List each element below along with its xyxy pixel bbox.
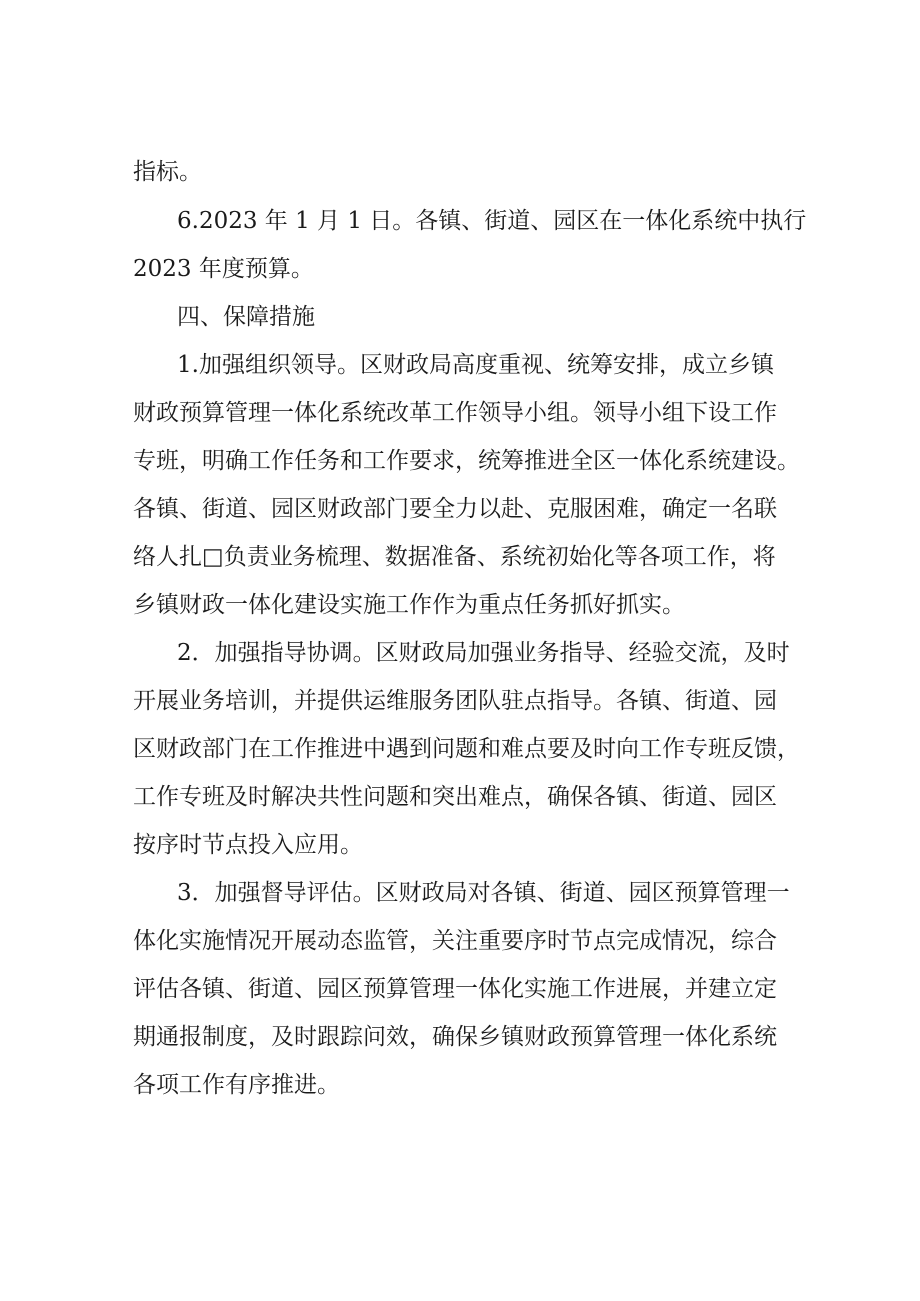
text-line: 3．加强督导评估。区财政局对各镇、街道、园区预算管理一 [177,880,790,906]
text-line: 1.加强组织领导。区财政局高度重视、统筹安排，成立乡镇 [177,352,774,378]
text-line: 区财政部门在工作推进中遇到问题和难点要及时向工作专班反馈， [133,736,800,762]
text-line: 工作专班及时解决共性问题和突出难点，确保各镇、街道、园区 [133,784,777,810]
text-line: 指标。 [133,159,202,185]
text-line: 财政预算管理一体化系统改革工作领导小组。领导小组下设工作 [133,400,777,426]
text-line: 期通报制度，及时跟踪问效，确保乡镇财政预算管理一体化系统 [133,1024,777,1050]
text-line: 各镇、街道、园区财政部门要全力以赴、克服困难，确定一名联 [133,496,777,522]
text-line: 6.2023 年 1 月 1 日。各镇、街道、园区在一体化系统中执行 [177,208,807,234]
text-line: 各项工作有序推进。 [133,1072,340,1098]
text-line: 乡镇财政一体化建设实施工作作为重点任务抓好抓实。 [133,592,685,618]
text-line: 2．加强指导协调。区财政局加强业务指导、经验交流，及时 [177,640,790,666]
text-line: 专班，明确工作任务和工作要求，统筹推进全区一体化系统建设。 [133,448,800,474]
text-line: 按序时节点投入应用。 [133,832,363,858]
text-line: 体化实施情况开展动态监管，关注重要序时节点完成情况，综合 [133,928,777,954]
text-line: 评估各镇、街道、园区预算管理一体化实施工作进展，并建立定 [133,976,777,1002]
text-line: 络人扎□负责业务梳理、数据准备、系统初始化等各项工作，将 [133,544,776,570]
section-heading: 四、保障措施 [177,304,315,330]
text-line: 开展业务培训，并提供运维服务团队驻点指导。各镇、街道、园 [133,688,777,714]
text-line: 2023 年度预算。 [133,256,314,282]
